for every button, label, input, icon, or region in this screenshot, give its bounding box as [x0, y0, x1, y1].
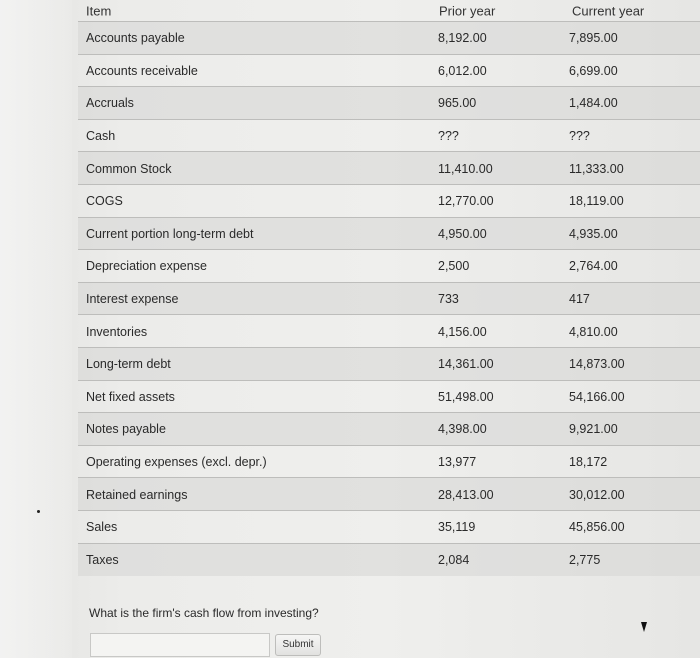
row-current-value: 417: [569, 292, 590, 307]
table-row: [78, 283, 700, 316]
row-item: Common Stock: [86, 161, 172, 176]
row-prior-value: 2,084: [438, 552, 470, 567]
row-current-value: 18,172: [569, 455, 608, 470]
row-current-value: 30,012.00: [569, 487, 625, 502]
row-item: Inventories: [86, 324, 148, 339]
row-item: Notes payable: [86, 422, 166, 437]
table-row: [78, 413, 700, 446]
row-prior-value: 965.00: [438, 96, 477, 111]
row-prior-value: 14,361.00: [438, 357, 494, 372]
row-item: Retained earnings: [86, 487, 188, 502]
table-row: [78, 120, 700, 153]
table-row: [78, 348, 700, 381]
row-prior-value: 733: [438, 292, 459, 307]
row-prior-value: 35,119: [438, 520, 476, 535]
row-current-value: 45,856.00: [569, 520, 625, 535]
row-prior-value: 8,192.00: [438, 31, 487, 46]
row-item: Taxes: [86, 552, 119, 567]
row-current-value: ???: [569, 129, 590, 144]
row-prior-value: 6,012.00: [438, 63, 487, 78]
header-current-year: Current year: [572, 3, 645, 19]
row-prior-value: 13,977: [438, 455, 477, 470]
row-prior-value: 4,398.00: [438, 422, 487, 437]
row-item: Accruals: [86, 96, 134, 111]
row-item: Depreciation expense: [86, 259, 207, 274]
table-row: [78, 315, 700, 348]
table-row: [78, 511, 700, 544]
table-row: [78, 87, 700, 120]
pointer-mark-icon: [641, 622, 647, 632]
row-current-value: 9,921.00: [569, 422, 618, 437]
row-current-value: 14,873.00: [569, 357, 625, 372]
row-prior-value: 2,500: [438, 259, 470, 274]
header-prior-year: Prior year: [439, 3, 496, 19]
row-current-value: 54,166.00: [569, 389, 625, 404]
table-row: [78, 250, 700, 283]
page-margin: [0, 0, 72, 658]
table-row: [78, 218, 700, 251]
table-row: [78, 22, 700, 55]
row-current-value: 2,764.00: [569, 259, 618, 274]
table-row: [78, 446, 700, 479]
table-row: [78, 55, 700, 88]
row-item: Long-term debt: [86, 357, 171, 372]
table-row: [78, 544, 700, 577]
row-prior-value: 11,410.00: [438, 161, 493, 176]
row-current-value: 4,810.00: [569, 324, 618, 339]
row-item: Operating expenses (excl. depr.): [86, 455, 267, 470]
row-current-value: 6,699.00: [569, 63, 618, 78]
row-current-value: 1,484.00: [569, 96, 618, 111]
row-current-value: 18,119.00: [569, 194, 624, 209]
header-item: Item: [86, 3, 112, 19]
row-item: Sales: [86, 520, 118, 535]
row-item: COGS: [86, 194, 123, 209]
row-item: Current portion long-term debt: [86, 226, 254, 241]
table-row: [78, 152, 700, 185]
submit-button[interactable]: Submit: [275, 634, 321, 656]
row-item: Accounts receivable: [86, 63, 198, 78]
row-prior-value: 12,770.00: [438, 194, 494, 209]
table-row: [78, 478, 700, 511]
answer-input[interactable]: [90, 633, 270, 657]
table-row: [78, 185, 700, 218]
row-current-value: 2,775: [569, 552, 601, 567]
row-current-value: 7,895.00: [569, 31, 618, 46]
table-row: [78, 381, 700, 414]
row-prior-value: ???: [438, 129, 459, 144]
row-prior-value: 4,156.00: [438, 324, 487, 339]
row-prior-value: 28,413.00: [438, 487, 494, 502]
row-item: Cash: [86, 129, 116, 144]
stray-dot: [37, 510, 40, 513]
row-prior-value: 51,498.00: [438, 389, 494, 404]
row-item: Net fixed assets: [86, 389, 175, 404]
table-header-row: [78, 0, 700, 22]
question-text: What is the firm's cash flow from investing?: [89, 606, 319, 620]
row-item: Accounts payable: [86, 31, 185, 46]
row-current-value: 11,333.00: [569, 161, 624, 176]
row-prior-value: 4,950.00: [438, 226, 487, 241]
row-item: Interest expense: [86, 292, 179, 307]
row-current-value: 4,935.00: [569, 226, 618, 241]
